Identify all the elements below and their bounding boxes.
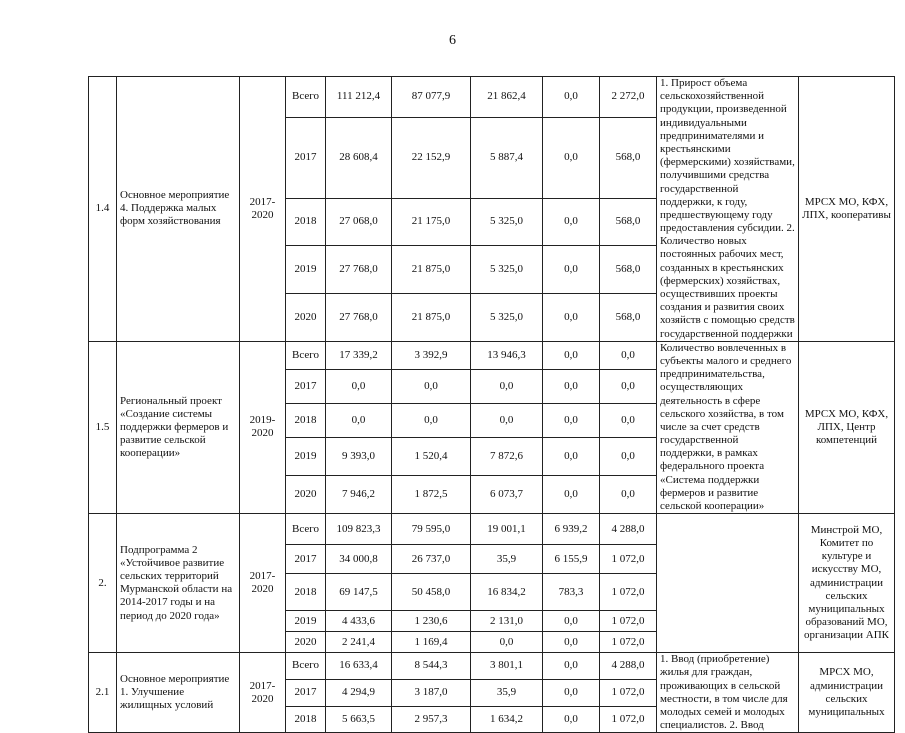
total-value-cell: 27 768,0 <box>326 246 392 294</box>
federal-budget-cell: 19 001,1 <box>471 514 543 545</box>
activity-name-cell: Основное мероприятие 1. Улучшение жилищных условий <box>117 653 240 733</box>
year-cell: 2020 <box>286 294 326 342</box>
total-value-cell: 5 663,5 <box>326 706 392 733</box>
regional-budget-cell: 87 077,9 <box>392 77 471 118</box>
extra-budget-cell: 0,0 <box>600 404 657 438</box>
regional-budget-cell: 50 458,0 <box>392 574 471 611</box>
local-budget-cell: 0,0 <box>543 679 600 706</box>
federal-budget-cell: 0,0 <box>471 404 543 438</box>
program-activities-table <box>88 76 895 733</box>
regional-budget-cell: 3 187,0 <box>392 679 471 706</box>
year-cell: 2019 <box>286 611 326 632</box>
year-cell: 2017 <box>286 679 326 706</box>
extra-budget-cell: 0,0 <box>600 370 657 404</box>
total-value-cell: 16 633,4 <box>326 653 392 680</box>
activity-name-cell: Региональный проект «Создание системы поддержки фермеров и развитие сельской кооперации» <box>117 341 240 513</box>
local-budget-cell: 0,0 <box>543 653 600 680</box>
year-cell: 2018 <box>286 706 326 733</box>
total-value-cell: 69 147,5 <box>326 574 392 611</box>
local-budget-cell: 0,0 <box>543 404 600 438</box>
table-row <box>89 514 895 545</box>
indicators-cell: 1. Прирост объема сельскохозяйственной продукции, произведенной индивидуальными предпринимателями и крестьянскими (фермерскими) хозяйствами, получившими средства государственной поддержки, к году, предшествующему году предоставления субсидии. 2. Количество новых постоянных рабочих мест, созданных в крестьянских (фермерских) хозяйствах, осуществивших проекты создания и развития своих хозяйств с помощью средств государственной поддержки <box>657 77 799 342</box>
regional-budget-cell: 21 875,0 <box>392 246 471 294</box>
row-number-cell: 1.4 <box>89 77 117 342</box>
local-budget-cell: 0,0 <box>543 438 600 476</box>
table-row <box>89 653 895 680</box>
local-budget-cell: 0,0 <box>543 246 600 294</box>
total-value-cell: 17 339,2 <box>326 341 392 370</box>
regional-budget-cell: 26 737,0 <box>392 545 471 574</box>
extra-budget-cell: 1 072,0 <box>600 545 657 574</box>
local-budget-cell: 6 155,9 <box>543 545 600 574</box>
year-cell: 2018 <box>286 198 326 246</box>
federal-budget-cell: 0,0 <box>471 632 543 653</box>
regional-budget-cell: 8 544,3 <box>392 653 471 680</box>
activity-name-cell: Основное мероприятие 4. Поддержка малых форм хозяйствования <box>117 77 240 342</box>
year-cell: Всего <box>286 653 326 680</box>
local-budget-cell: 0,0 <box>543 611 600 632</box>
year-cell: 2020 <box>286 476 326 514</box>
federal-budget-cell: 1 634,2 <box>471 706 543 733</box>
year-cell: Всего <box>286 77 326 118</box>
extra-budget-cell: 568,0 <box>600 198 657 246</box>
extra-budget-cell: 0,0 <box>600 438 657 476</box>
local-budget-cell: 0,0 <box>543 77 600 118</box>
executors-cell: МРСХ МО, КФХ, ЛПХ, Центр компетенций <box>799 341 895 513</box>
period-cell: 2017-2020 <box>240 77 286 342</box>
total-value-cell: 27 068,0 <box>326 198 392 246</box>
page-number: 6 <box>449 33 456 48</box>
indicators-cell: Количество вовлеченных в субъекты малого и среднего предпринимательства, осуществляющих деятельность в сфере сельского хозяйства, в том числе за счет средств государственной поддержки, в рамках федерального проекта «Система поддержки фермеров и развитие сельской кооперации» <box>657 341 799 513</box>
federal-budget-cell: 2 131,0 <box>471 611 543 632</box>
regional-budget-cell: 22 152,9 <box>392 118 471 199</box>
activity-name-cell: Подпрограмма 2 «Устойчивое развитие сельских территорий Мурманской области на 2014-2017 годы и на период до 2020 года» <box>117 514 240 653</box>
executors-cell: МРСХ МО, КФХ, ЛПХ, кооперативы <box>799 77 895 342</box>
federal-budget-cell: 6 073,7 <box>471 476 543 514</box>
total-value-cell: 27 768,0 <box>326 294 392 342</box>
extra-budget-cell: 568,0 <box>600 118 657 199</box>
federal-budget-cell: 5 325,0 <box>471 198 543 246</box>
regional-budget-cell: 1 520,4 <box>392 438 471 476</box>
local-budget-cell: 0,0 <box>543 118 600 199</box>
federal-budget-cell: 5 325,0 <box>471 294 543 342</box>
local-budget-cell: 0,0 <box>543 706 600 733</box>
total-value-cell: 4 433,6 <box>326 611 392 632</box>
regional-budget-cell: 3 392,9 <box>392 341 471 370</box>
extra-budget-cell: 568,0 <box>600 246 657 294</box>
regional-budget-cell: 79 595,0 <box>392 514 471 545</box>
total-value-cell: 0,0 <box>326 370 392 404</box>
extra-budget-cell: 4 288,0 <box>600 653 657 680</box>
extra-budget-cell: 0,0 <box>600 341 657 370</box>
period-cell: 2017-2020 <box>240 653 286 733</box>
total-value-cell: 0,0 <box>326 404 392 438</box>
table-row <box>89 341 895 370</box>
local-budget-cell: 6 939,2 <box>543 514 600 545</box>
year-cell: 2019 <box>286 246 326 294</box>
extra-budget-cell: 4 288,0 <box>600 514 657 545</box>
regional-budget-cell: 0,0 <box>392 404 471 438</box>
federal-budget-cell: 0,0 <box>471 370 543 404</box>
regional-budget-cell: 21 175,0 <box>392 198 471 246</box>
executors-cell: МРСХ МО, администрации сельских муниципальных <box>799 653 895 733</box>
federal-budget-cell: 16 834,2 <box>471 574 543 611</box>
extra-budget-cell: 1 072,0 <box>600 632 657 653</box>
federal-budget-cell: 5 325,0 <box>471 246 543 294</box>
year-cell: 2018 <box>286 574 326 611</box>
row-number-cell: 2. <box>89 514 117 653</box>
year-cell: 2017 <box>286 118 326 199</box>
total-value-cell: 7 946,2 <box>326 476 392 514</box>
year-cell: 2020 <box>286 632 326 653</box>
local-budget-cell: 0,0 <box>543 632 600 653</box>
total-value-cell: 109 823,3 <box>326 514 392 545</box>
row-number-cell: 2.1 <box>89 653 117 733</box>
table-row <box>89 77 895 118</box>
extra-budget-cell: 1 072,0 <box>600 679 657 706</box>
total-value-cell: 111 212,4 <box>326 77 392 118</box>
extra-budget-cell: 568,0 <box>600 294 657 342</box>
extra-budget-cell: 2 272,0 <box>600 77 657 118</box>
extra-budget-cell: 0,0 <box>600 476 657 514</box>
federal-budget-cell: 3 801,1 <box>471 653 543 680</box>
regional-budget-cell: 2 957,3 <box>392 706 471 733</box>
total-value-cell: 2 241,4 <box>326 632 392 653</box>
indicators-cell <box>657 514 799 653</box>
period-cell: 2017-2020 <box>240 514 286 653</box>
extra-budget-cell: 1 072,0 <box>600 574 657 611</box>
year-cell: 2018 <box>286 404 326 438</box>
regional-budget-cell: 0,0 <box>392 370 471 404</box>
local-budget-cell: 0,0 <box>543 370 600 404</box>
year-cell: 2017 <box>286 370 326 404</box>
executors-cell: Минстрой МО, Комитет по культуре и искусству МО, администрации сельских муниципальных образований МО, организации АПК <box>799 514 895 653</box>
regional-budget-cell: 1 872,5 <box>392 476 471 514</box>
federal-budget-cell: 35,9 <box>471 679 543 706</box>
total-value-cell: 9 393,0 <box>326 438 392 476</box>
year-cell: Всего <box>286 514 326 545</box>
regional-budget-cell: 1 169,4 <box>392 632 471 653</box>
federal-budget-cell: 21 862,4 <box>471 77 543 118</box>
local-budget-cell: 783,3 <box>543 574 600 611</box>
total-value-cell: 28 608,4 <box>326 118 392 199</box>
local-budget-cell: 0,0 <box>543 294 600 342</box>
row-number-cell: 1.5 <box>89 341 117 513</box>
federal-budget-cell: 7 872,6 <box>471 438 543 476</box>
total-value-cell: 4 294,9 <box>326 679 392 706</box>
year-cell: Всего <box>286 341 326 370</box>
federal-budget-cell: 35,9 <box>471 545 543 574</box>
regional-budget-cell: 21 875,0 <box>392 294 471 342</box>
local-budget-cell: 0,0 <box>543 341 600 370</box>
year-cell: 2017 <box>286 545 326 574</box>
indicators-cell: 1. Ввод (приобретение) жилья для граждан, проживающих в сельской местности, в том числе для молодых семей и молодых специалистов. 2. Ввод <box>657 653 799 733</box>
total-value-cell: 34 000,8 <box>326 545 392 574</box>
local-budget-cell: 0,0 <box>543 476 600 514</box>
extra-budget-cell: 1 072,0 <box>600 706 657 733</box>
federal-budget-cell: 5 887,4 <box>471 118 543 199</box>
federal-budget-cell: 13 946,3 <box>471 341 543 370</box>
extra-budget-cell: 1 072,0 <box>600 611 657 632</box>
period-cell: 2019-2020 <box>240 341 286 513</box>
year-cell: 2019 <box>286 438 326 476</box>
local-budget-cell: 0,0 <box>543 198 600 246</box>
regional-budget-cell: 1 230,6 <box>392 611 471 632</box>
